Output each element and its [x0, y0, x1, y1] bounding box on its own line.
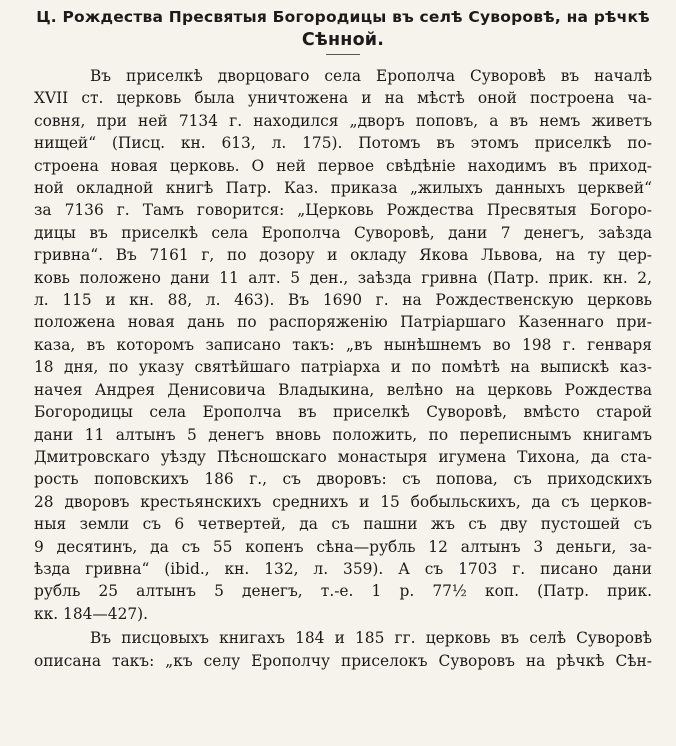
paragraph-1: [34, 65, 652, 625]
heading-line: Сѣнной.: [301, 30, 385, 50]
text-line: кк. 184—427).: [34, 604, 149, 623]
text-line: ныя земли съ 6 четвертей, да съ пашни жъ съ дву пустошей съ: [34, 515, 652, 534]
section-heading: [34, 6, 652, 52]
text-line: строена новая церковь. О ней первое свѣдѣніе находимъ въ приход-: [34, 156, 652, 175]
text-line: совня, при ней 7134 г. находился „дворъ поповъ, а въ немъ живетъ: [34, 111, 652, 130]
text-line: Дмитровскаго уѣзду Пѣсношскаго монастыря игумена Тихона, да ста-: [34, 447, 652, 466]
text-line: л. 115 и кн. 88, л. 463). Въ 1690 г. на Рождественскую церковь: [34, 291, 652, 310]
text-line: рость поповскихъ 186 г., съ дворовъ: съ попова, съ приходскихъ: [34, 470, 652, 489]
heading-line: Ц. Рождества Пресвятыя Богородицы въ селѣ Суворовѣ, на рѣчкѣ: [36, 8, 650, 26]
text-line: 28 дворовъ крестьянскихъ среднихъ и 15 бобыльскихъ, да съ церков-: [34, 492, 652, 511]
text-line: ной окладной книгѣ Патр. Каз. приказа „жилыхъ данныхъ церквей“: [34, 179, 652, 198]
text-line: ковь положено дани 11 алт. 5 ден., заѣзда гривна (Патр. прик. кн. 2,: [34, 268, 652, 287]
text-line: начея Андрея Денисовича Владыкина, велѣно на церковь Рождества: [34, 380, 652, 399]
text-line: дицы въ приселкѣ села Ерополча Суворовѣ, дани 7 денегъ, заѣзда: [34, 223, 652, 242]
text-line: дани 11 алтынъ 5 денегъ вновь положить, по переписнымъ книгамъ: [34, 425, 652, 444]
text-line: каза, въ которомъ записано такъ: „въ нынѣшнемъ во 198 г. генваря: [34, 335, 652, 354]
text-line: 9 десятинъ, да съ 55 копенъ сѣна—рубль 12 алтынъ 3 деньги, за-: [34, 537, 652, 556]
text-line: нищей“ (Писц. кн. 613, л. 175). Потомъ въ этомъ приселкѣ по-: [34, 134, 652, 153]
text-line: описана такъ: „къ селу Ерополчу приселокъ Суворовъ на рѣчкѣ Сѣн-: [34, 651, 652, 670]
text-line: ѣзда гривна“ (ibid., кн. 132, л. 359). А съ 1703 г. писано дани: [34, 559, 652, 578]
text-line: XVII ст. церковь была уничтожена и на мѣстѣ оной построена ча-: [34, 89, 652, 108]
text-line: гривна“. Въ 7161 г, по дозору и окладу Якова Львова, на ту цер-: [34, 246, 652, 265]
paragraph-2: [34, 627, 652, 672]
text-line: за 7136 г. Тамъ говорится: „Церковь Рождества Пресвятыя Богоро-: [34, 201, 652, 220]
text-line: положена новая дань по распоряженію Патріаршаго Казеннаго при-: [34, 313, 652, 332]
text-line: рубль 25 алтынъ 5 денегъ, т.-е. 1 р. 77½ коп. (Патр. прик.: [34, 582, 652, 601]
text-line: Богородицы села Ерополча въ приселкѣ Суворовѣ, вмѣсто старой: [34, 403, 652, 422]
text-line: Въ писцовыхъ книгахъ 184 и 185 гг. церковь въ селѣ Суворовѣ: [90, 629, 652, 648]
heading-underline: [326, 54, 360, 55]
text-line: Въ приселкѣ дворцоваго села Ерополча Суворовѣ въ началѣ: [90, 67, 652, 85]
text-line: 18 дня, по указу святѣйшаго патріарха и по помѣтѣ на выпискѣ каз-: [34, 358, 652, 377]
